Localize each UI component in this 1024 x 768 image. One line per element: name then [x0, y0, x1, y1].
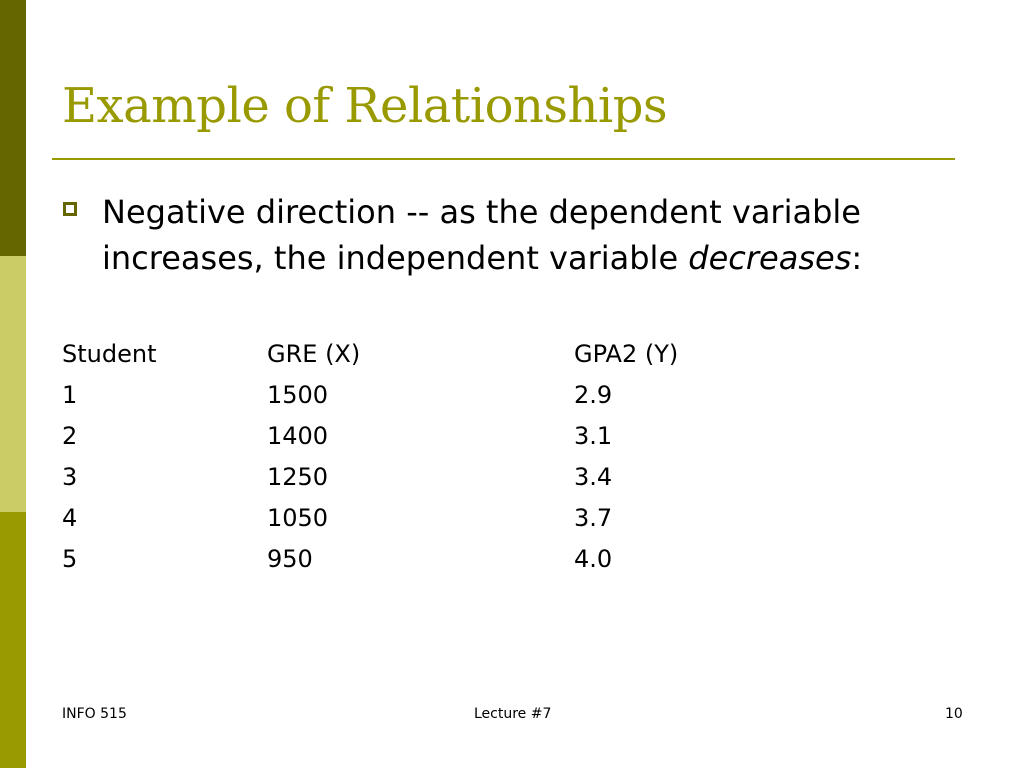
- side-bar-top: [0, 0, 26, 256]
- cell-gpa: 2.9: [574, 381, 613, 409]
- side-bar-bottom: [0, 512, 26, 768]
- header-gre: GRE (X): [267, 340, 361, 368]
- cell-student: 2: [62, 422, 78, 450]
- cell-gpa: 4.0: [574, 545, 613, 573]
- cell-gre: 1050: [267, 504, 329, 532]
- bullet-text-end: :: [851, 239, 863, 277]
- cell-student: 4: [62, 504, 78, 532]
- title-divider: [52, 158, 955, 160]
- footer-lecture: Lecture #7: [474, 706, 552, 722]
- cell-gre: 950: [267, 545, 313, 573]
- cell-gre: 1400: [267, 422, 329, 450]
- cell-gpa: 3.4: [574, 463, 613, 491]
- bullet-text-emphasis: decreases: [688, 239, 852, 277]
- cell-student: 1: [62, 381, 78, 409]
- header-student: Student: [62, 340, 157, 368]
- side-bar-middle: [0, 256, 26, 512]
- bullet-text-main: Negative direction -- as the dependent variable increases, the independent variable: [102, 193, 861, 277]
- cell-student: 3: [62, 463, 78, 491]
- bullet-text: [102, 189, 932, 281]
- cell-gre: 1500: [267, 381, 329, 409]
- footer-course: INFO 515: [62, 706, 127, 722]
- cell-gpa: 3.1: [574, 422, 613, 450]
- square-bullet-icon: [63, 202, 77, 216]
- footer-slide-number: 10: [945, 706, 963, 722]
- cell-gpa: 3.7: [574, 504, 613, 532]
- cell-gre: 1250: [267, 463, 329, 491]
- slide-title: Example of Relationships: [62, 78, 668, 134]
- cell-student: 5: [62, 545, 78, 573]
- header-gpa: GPA2 (Y): [574, 340, 679, 368]
